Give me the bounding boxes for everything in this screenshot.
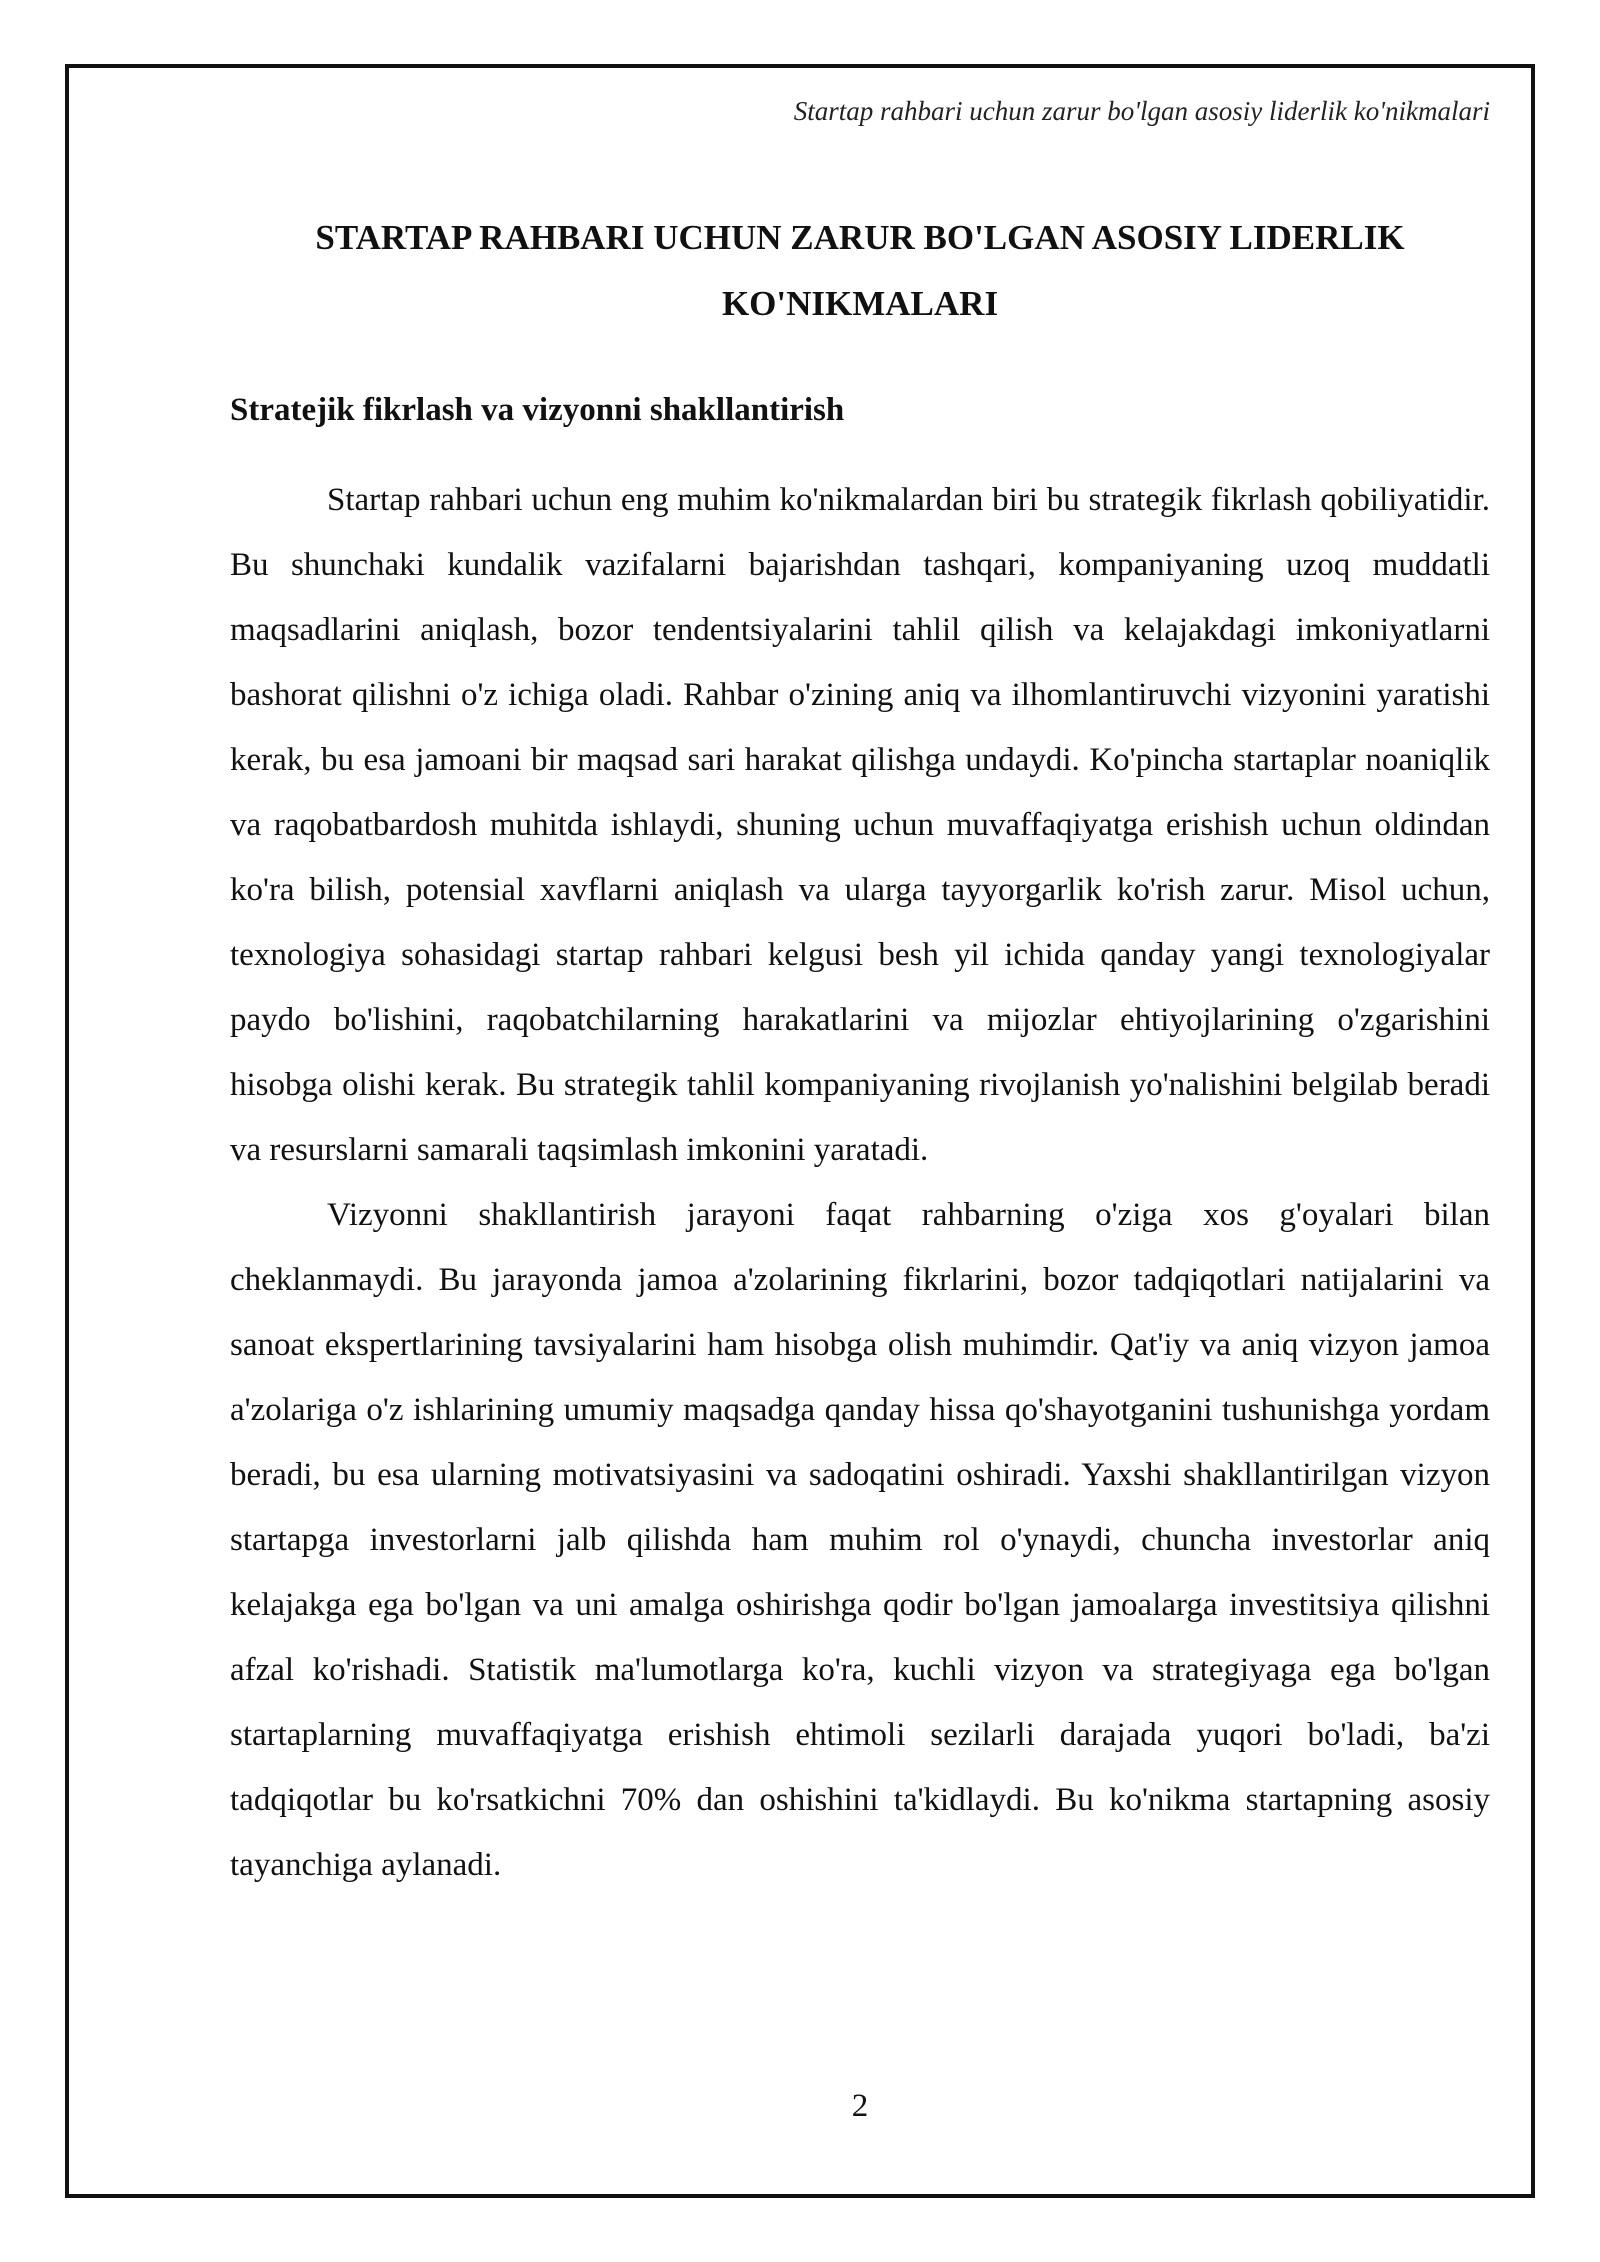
paragraph-2: Vizyonni shakllantirish jarayoni faqat rahbarning o'ziga xos g'oyalari bilan cheklanmaydi. Bu jarayonda jamoa a'zolarining fikrlarini, bozor tadqiqotlari natijalarini va sanoat ekspertlarining tavsiyalarini ham hisobga olish muhimdir. Qat'iy va aniq vizyon jamoa a'zolariga o'z ishlarining umumiy maqsadga qanday hissa qo'shayotganini tushunishga yordam beradi, bu esa ularning motivatsiyasini va sadoqatini oshiradi. Yaxshi shakllantirilgan vizyon startapga investorlarni jalb qilishda ham muhim rol o'ynaydi, chuncha investorlar aniq kelajakga ega bo'lgan va uni amalga oshirishga qodir bo'lgan jamoalarga investitsiya qilishni afzal ko'rishadi. Statistik ma'lumotlarga ko'ra, kuchli vizyon va strategiyaga ega bo'lgan startaplarning muvaffaqiyatga erishish ehtimoli sezilarli darajada yuqori bo'ladi, ba'zi tadqiqotlar bu ko'rsatkichni 70% dan oshishini ta'kidlaydi. Bu ko'nikma startapning asosiy tayanchiga aylanadi. [230,1197,1490,1883]
document-title-line-2: KO'NIKMALARI [721,284,999,323]
body-text [230,468,1490,1898]
section-heading: Stratejik fikrlash va vizyonni shakllantirish [230,392,845,428]
paragraph-1: Startap rahbari uchun eng muhim ko'nikmalardan biri bu strategik fikrlash qobiliyatidir. Bu shunchaki kundalik vazifalarni bajarishdan tashqari, kompaniyaning uzoq muddatli maqsadlarini aniqlash, bozor tendentsiyalarini tahlil qilish va kelajakdagi imkoniyatlarni bashorat qilishni o'z ichiga oladi. Rahbar o'zining aniq va ilhomlantiruvchi vizyonini yaratishi kerak, bu esa jamoani bir maqsad sari harakat qilishga undaydi. Ko'pincha startaplar noaniqlik va raqobatbardosh muhitda ishlaydi, shuning uchun muvaffaqiyatga erishish uchun oldindan ko'ra bilish, potensial xavflarni aniqlash va ularga tayyorgarlik ko'rish zarur. Misol uchun, texnologiya sohasidagi startap rahbari kelgusi besh yil ichida qanday yangi texnologiyalar paydo bo'lishini, raqobatchilarning harakatlarini va mijozlar ehtiyojlarining o'zgarishini hisobga olishi kerak. Bu strategik tahlil kompaniyaning rivojlanish yo'nalishini belgilab beradi va resurslarni samarali taqsimlash imkonini yaratadi. [230,482,1490,1168]
page-number: 2 [851,2088,869,2124]
running-header: Startap rahbari uchun zarur bo'lgan asosiy liderlik ko'nikmalari [793,96,1490,126]
document-title [230,205,1490,337]
document-title-line-1: STARTAP RAHBARI UCHUN ZARUR BO'LGAN ASOSIY LIDERLIK [315,218,1405,257]
